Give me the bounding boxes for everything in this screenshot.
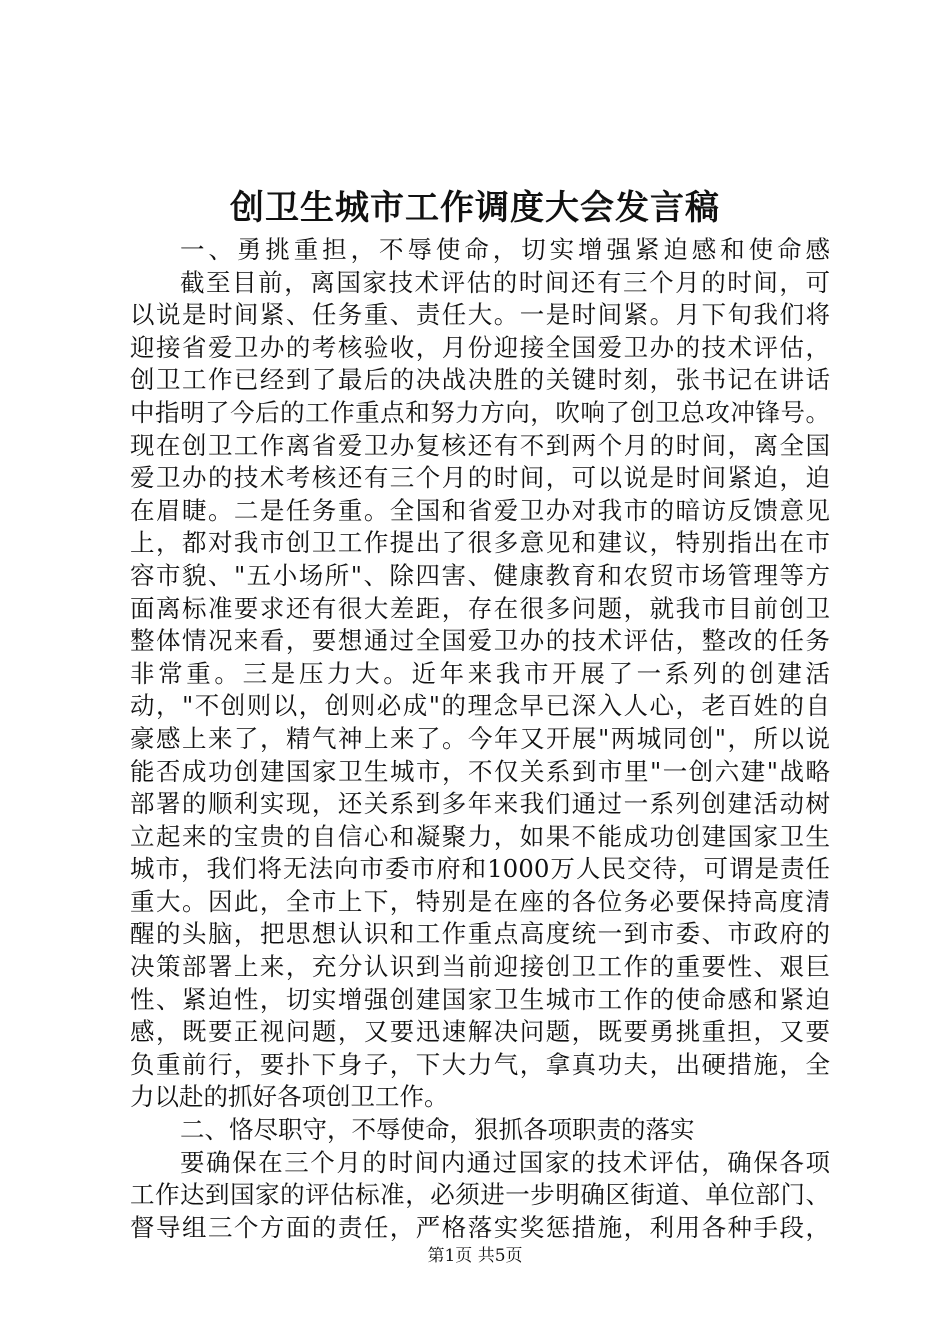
paragraph-line: 上，都对我市创卫工作提出了很多意见和建议，特别指出在市 [130, 528, 830, 558]
paragraph-line: 立起来的宝贵的自信心和凝聚力，如果不能成功创建国家卫生 [130, 821, 830, 851]
paragraph-line: 以说是时间紧、任务重、责任大。一是时间紧。月下旬我们将 [130, 300, 830, 330]
paragraph-line: 醒的头脑，把思想认识和工作重点高度统一到市委、市政府的 [130, 919, 830, 949]
paragraph-line: 整体情况来看，要想通过全国爱卫办的技术评估，整改的任务 [130, 626, 830, 656]
page-footer: 第1页 共5页 [427, 1246, 523, 1266]
paragraph-line: 非常重。三是压力大。近年来我市开展了一系列的创建活 [130, 658, 830, 688]
paragraph-line: 中指明了今后的工作重点和努力方向，吹响了创卫总攻冲锋号。 [130, 397, 830, 427]
document-title: 创卫生城市工作调度大会发言稿 [230, 188, 720, 228]
paragraph-line: 爱卫办的技术考核还有三个月的时间，可以说是时间紧迫，迫 [130, 463, 830, 493]
document-body [130, 234, 830, 1244]
paragraph-line: 工作达到国家的评估标准，必须进一步明确区街道、单位部门、 [130, 1180, 830, 1210]
paragraph-line: 容市貌、"五小场所"、除四害、健康教育和农贸市场管理等方 [130, 560, 830, 590]
paragraph-line: 感，既要正视问题，又要迅速解决问题，既要勇挑重担，又要 [130, 1017, 830, 1047]
paragraph-line: 督导组三个方面的责任，严格落实奖惩措施，利用各种手段， [130, 1212, 830, 1242]
section-heading-2: 二、恪尽职守，不辱使命，狠抓各项职责的落实 [180, 1115, 695, 1145]
paragraph-line: 迎接省爱卫办的考核验收，月份迎接全国爱卫办的技术评估， [130, 332, 830, 362]
paragraph-line: 在眉睫。二是任务重。全国和省爱卫办对我市的暗访反馈意见 [130, 495, 830, 525]
paragraph-line: 性、紧迫性，切实增强创建国家卫生城市工作的使命感和紧迫 [130, 984, 830, 1014]
paragraph-line: 创卫工作已经到了最后的决战决胜的关键时刻，张书记在讲话 [130, 365, 830, 395]
paragraph-line: 负重前行，要扑下身子，下大力气，拿真功夫，出硬措施，全 [130, 1049, 830, 1079]
paragraph-line: 动，"不创则以，创则必成"的理念早已深入人心，老百姓的自 [130, 691, 830, 721]
paragraph-line: 截至目前，离国家技术评估的时间还有三个月的时间，可 [180, 267, 830, 297]
paragraph-line: 能否成功创建国家卫生城市，不仅关系到市里"一创六建"战略 [130, 756, 830, 786]
section-heading-1: 一、勇挑重担，不辱使命，切实增强紧迫感和使命感 [180, 235, 830, 264]
paragraph-line: 重大。因此，全市上下，特别是在座的各位务必要保持高度清 [130, 886, 830, 916]
paragraph-line: 部署的顺利实现，还关系到多年来我们通过一系列创建活动树 [130, 789, 830, 819]
paragraph-line: 力以赴的抓好各项创卫工作。 [130, 1082, 449, 1112]
paragraph-line: 豪感上来了，精气神上来了。今年又开展"两城同创"，所以说 [130, 723, 830, 753]
paragraph-line: 现在创卫工作离省爱卫办复核还有不到两个月的时间，离全国 [130, 430, 830, 460]
paragraph-line: 决策部署上来，充分认识到当前迎接创卫工作的重要性、艰巨 [130, 952, 830, 982]
paragraph-line: 城市，我们将无法向市委市府和1000万人民交待，可谓是责任 [130, 854, 830, 884]
paragraph-line: 要确保在三个月的时间内通过国家的技术评估，确保各项 [180, 1147, 830, 1177]
paragraph-line: 面离标准要求还有很大差距，存在很多问题，就我市目前创卫 [130, 593, 830, 623]
